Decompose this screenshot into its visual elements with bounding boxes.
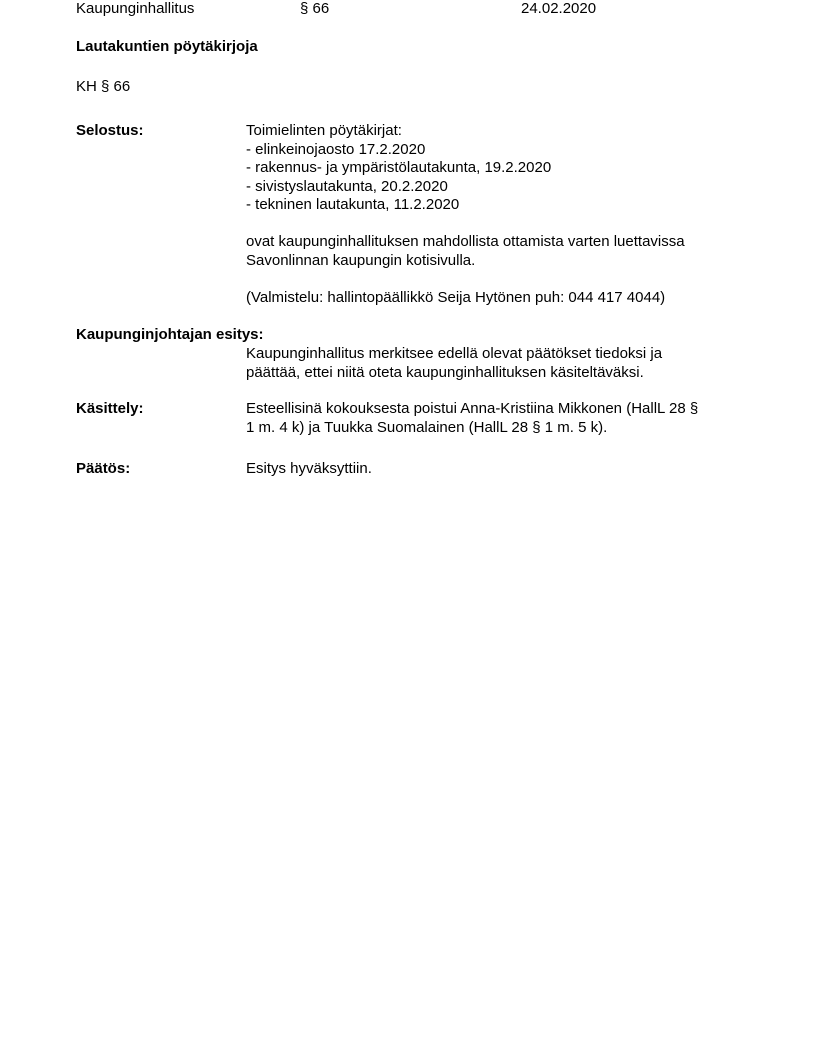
paragraph-line: Esteellisinä kokouksesta poistui Anna-Kristiina Mikkonen (HallL 28 § <box>246 400 699 417</box>
paatos-label: Päätös: <box>76 460 131 477</box>
esitys-label: Kaupunginjohtajan esitys: <box>76 326 264 343</box>
header-date: 24.02.2020 <box>521 0 597 17</box>
header-section-number: § 66 <box>300 0 330 17</box>
selostus-intro: Toimielinten pöytäkirjat: <box>246 122 402 139</box>
paragraph-line: Savonlinnan kaupungin kotisivulla. <box>246 251 476 269</box>
list-item: - tekninen lautakunta, 11.2.2020 <box>246 196 460 213</box>
list-item: - rakennus- ja ympäristölautakunta, 19.2.2020 <box>246 159 552 176</box>
selostus-content <box>246 122 746 215</box>
paragraph-line: 1 m. 4 k) ja Tuukka Suomalainen (HallL 28 § 1 m. 5 k). <box>246 418 608 436</box>
document-title: Lautakuntien pöytäkirjoja <box>76 38 258 55</box>
list-item: - sivistyslautakunta, 20.2.2020 <box>246 177 448 195</box>
paragraph-line: päättää, ettei niitä oteta kaupunginhallituksen käsiteltäväksi. <box>246 363 644 381</box>
kasittely-label: Käsittely: <box>76 400 144 417</box>
list-item: - elinkeinojaosto 17.2.2020 <box>246 140 426 158</box>
selostus-label: Selostus: <box>76 122 144 139</box>
paragraph-line: ovat kaupunginhallituksen mahdollista ottamista varten luettavissa <box>246 233 685 250</box>
esitys-content <box>246 345 746 382</box>
valmistelu-note: (Valmistelu: hallintopäällikkö Seija Hytönen puh: 044 417 4044) <box>246 289 666 306</box>
section-reference: KH § 66 <box>76 78 131 95</box>
selostus-paragraph <box>246 233 746 270</box>
header-body-name: Kaupunginhallitus <box>76 0 195 17</box>
paatos-text: Esitys hyväksyttiin. <box>246 460 372 477</box>
kasittely-content <box>246 400 746 437</box>
paragraph-line: Kaupunginhallitus merkitsee edellä olevat päätökset tiedoksi ja <box>246 345 663 362</box>
